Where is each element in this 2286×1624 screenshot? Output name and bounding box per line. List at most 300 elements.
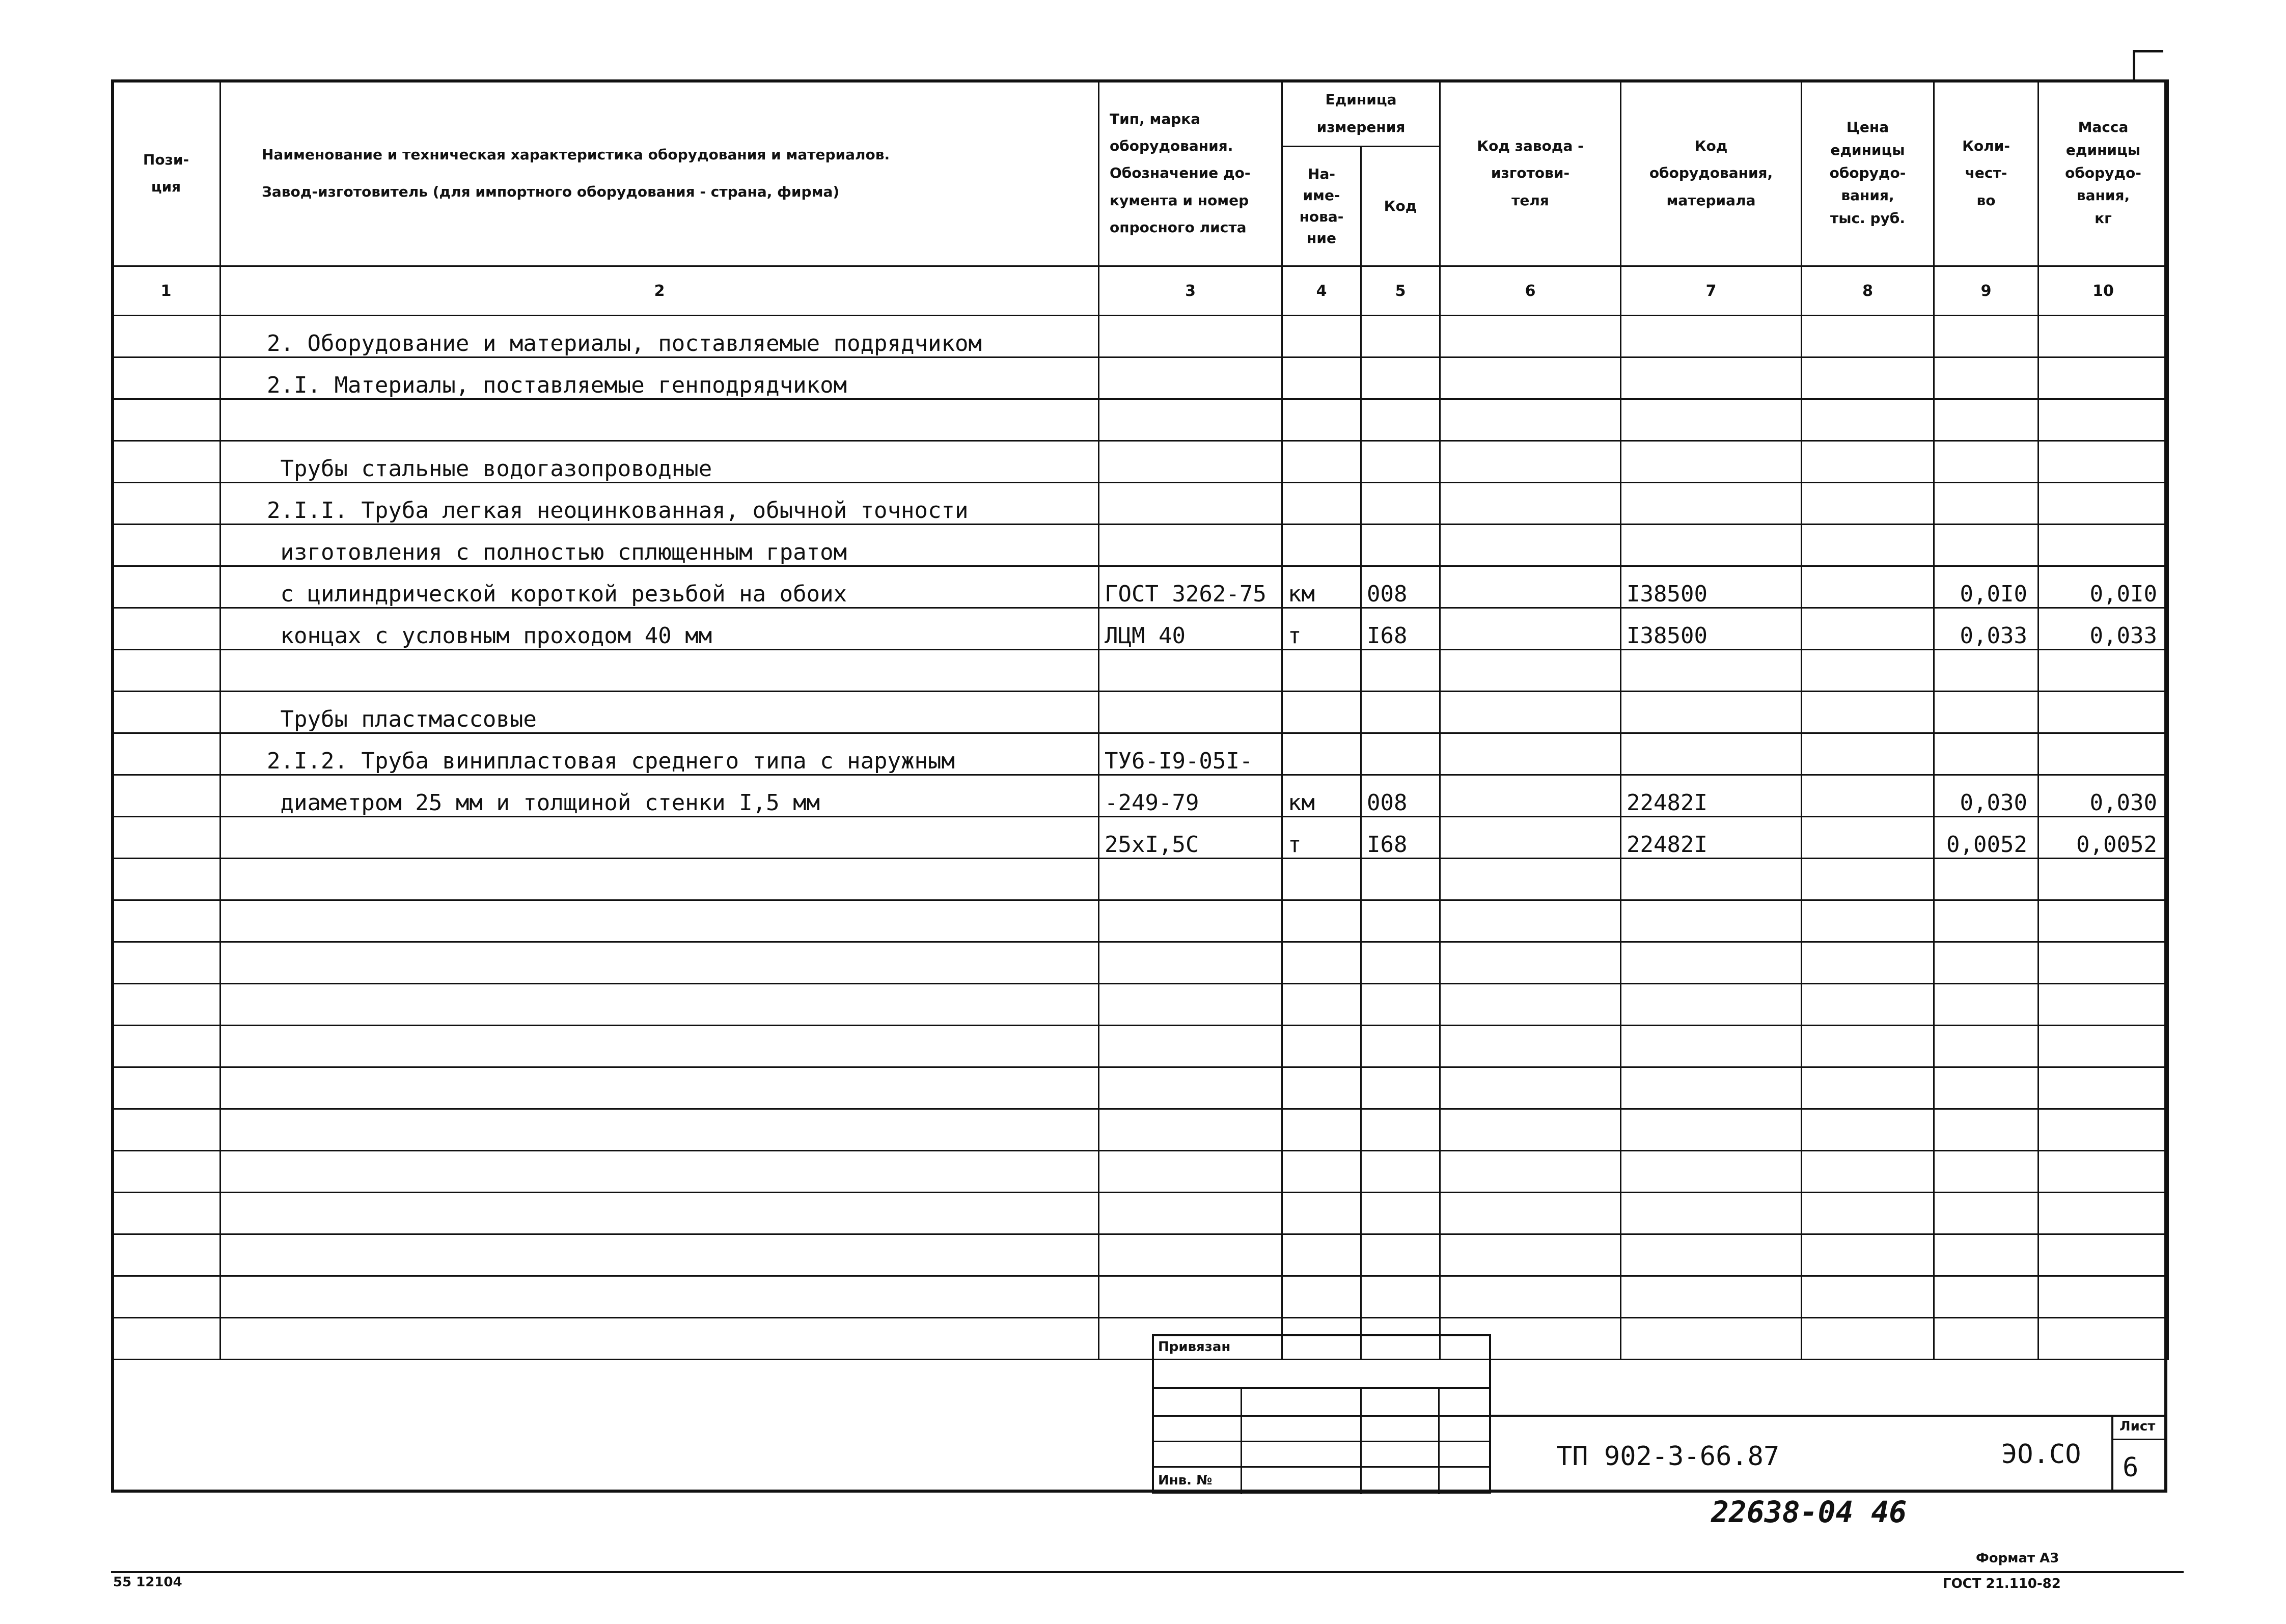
cell-position xyxy=(112,399,221,441)
cell-factory-code xyxy=(1440,942,1621,984)
cell-unit-name xyxy=(1282,859,1361,900)
cell-position xyxy=(112,1318,221,1360)
cell-unit-name xyxy=(1282,692,1361,733)
cell-quantity xyxy=(1934,1318,2039,1360)
sheet-number: 6 xyxy=(2123,1452,2139,1483)
cell-name xyxy=(221,1109,1099,1151)
cell-type xyxy=(1099,1026,1282,1067)
cell-mass xyxy=(2039,942,2168,984)
cell-type: ТУ6-I9-05I- xyxy=(1099,733,1282,775)
cell-quantity: 0,0I0 xyxy=(1934,566,2039,608)
cell-unit-code xyxy=(1361,1234,1440,1276)
cell-name xyxy=(221,650,1099,692)
cell-quantity xyxy=(1934,483,2039,525)
header-type: Тип, марка оборудования. Обозначение до- кумента и номер опросного листа xyxy=(1099,80,1282,266)
cell-unit-name xyxy=(1282,1151,1361,1193)
cell-type xyxy=(1099,1151,1282,1193)
cell-mass xyxy=(2039,984,2168,1026)
cell-mass: 0,0052 xyxy=(2039,817,2168,859)
cell-unit-name xyxy=(1282,1067,1361,1109)
cell-factory-code xyxy=(1440,984,1621,1026)
corner-mark-top xyxy=(2133,50,2163,52)
table-row xyxy=(112,733,2168,775)
cell-equipment-code xyxy=(1621,316,1802,357)
cell-unit-code xyxy=(1361,984,1440,1026)
table-row xyxy=(112,1026,2168,1067)
cell-equipment-code xyxy=(1621,1067,1802,1109)
footer-code: 55 12104 xyxy=(113,1575,182,1590)
cell-mass xyxy=(2039,1067,2168,1109)
cell-unit-name xyxy=(1282,733,1361,775)
cell-name xyxy=(221,1234,1099,1276)
handwritten-note: 22638-04 46 xyxy=(1711,1495,1907,1529)
cell-price xyxy=(1802,692,1934,733)
cell-equipment-code xyxy=(1621,357,1802,399)
cell-mass: 0,030 xyxy=(2039,775,2168,817)
cell-equipment-code xyxy=(1621,1234,1802,1276)
cell-position xyxy=(112,942,221,984)
table-row xyxy=(112,692,2168,733)
cell-equipment-code xyxy=(1621,859,1802,900)
cell-name: 2.I. Материалы, поставляемые генподрядчиком xyxy=(221,357,1099,399)
cell-equipment-code xyxy=(1621,1109,1802,1151)
cell-price xyxy=(1802,1193,1934,1234)
cell-type: -249-79 xyxy=(1099,775,1282,817)
cell-name: концах с условным проходом 40 мм xyxy=(221,608,1099,650)
cell-price xyxy=(1802,775,1934,817)
table-row xyxy=(112,900,2168,942)
cell-mass xyxy=(2039,1276,2168,1318)
cell-factory-code xyxy=(1440,1026,1621,1067)
cell-type xyxy=(1099,859,1282,900)
cell-factory-code xyxy=(1440,1234,1621,1276)
cell-position xyxy=(112,357,221,399)
cell-unit-code xyxy=(1361,1151,1440,1193)
cell-equipment-code xyxy=(1621,1276,1802,1318)
table-row xyxy=(112,608,2168,650)
cell-quantity xyxy=(1934,399,2039,441)
cell-unit-name xyxy=(1282,1109,1361,1151)
cell-name: 2.I.I. Труба легкая неоцинкованная, обычной точности xyxy=(221,483,1099,525)
cell-equipment-code xyxy=(1621,1151,1802,1193)
cell-price xyxy=(1802,1318,1934,1360)
cell-mass xyxy=(2039,399,2168,441)
cell-unit-code xyxy=(1361,692,1440,733)
cell-type xyxy=(1099,399,1282,441)
cell-type xyxy=(1099,942,1282,984)
cell-unit-code xyxy=(1361,1026,1440,1067)
cell-quantity xyxy=(1934,900,2039,942)
table-row xyxy=(112,483,2168,525)
cell-equipment-code xyxy=(1621,1026,1802,1067)
specification-table xyxy=(111,79,2169,1360)
cell-unit-name xyxy=(1282,483,1361,525)
cell-equipment-code xyxy=(1621,650,1802,692)
table-row xyxy=(112,316,2168,357)
table-row xyxy=(112,1109,2168,1151)
cell-price xyxy=(1802,357,1934,399)
cell-quantity xyxy=(1934,316,2039,357)
cell-factory-code xyxy=(1440,1193,1621,1234)
cell-position xyxy=(112,1193,221,1234)
cell-type: ЛЦМ 40 xyxy=(1099,608,1282,650)
table-row xyxy=(112,859,2168,900)
cell-name: диаметром 25 мм и толщиной стенки I,5 мм xyxy=(221,775,1099,817)
header-equipment-code: Код оборудования, материала xyxy=(1621,80,1802,266)
header-name xyxy=(221,80,1099,266)
cell-unit-name xyxy=(1282,1276,1361,1318)
cell-name xyxy=(221,1276,1099,1318)
column-number-1: 1 xyxy=(112,266,221,316)
cell-factory-code xyxy=(1440,900,1621,942)
cell-quantity xyxy=(1934,1026,2039,1067)
cell-factory-code xyxy=(1440,316,1621,357)
cell-unit-code xyxy=(1361,441,1440,483)
cell-mass xyxy=(2039,357,2168,399)
table-row xyxy=(112,1318,2168,1360)
cell-type xyxy=(1099,1193,1282,1234)
gost-label: ГОСТ 21.110-82 xyxy=(1943,1576,2061,1591)
cell-unit-code xyxy=(1361,316,1440,357)
cell-price xyxy=(1802,1276,1934,1318)
cell-factory-code xyxy=(1440,775,1621,817)
cell-quantity xyxy=(1934,650,2039,692)
cell-name xyxy=(221,900,1099,942)
header-unit-name: На- име- нова- ние xyxy=(1282,147,1361,266)
cell-factory-code xyxy=(1440,357,1621,399)
cell-mass xyxy=(2039,1193,2168,1234)
cell-position xyxy=(112,525,221,566)
column-number-8: 8 xyxy=(1802,266,1934,316)
cell-quantity xyxy=(1934,441,2039,483)
cell-name xyxy=(221,1151,1099,1193)
cell-quantity xyxy=(1934,357,2039,399)
cell-name xyxy=(221,984,1099,1026)
table-row xyxy=(112,441,2168,483)
cell-name xyxy=(221,1026,1099,1067)
cell-unit-code: I68 xyxy=(1361,817,1440,859)
cell-position xyxy=(112,1151,221,1193)
column-number-9: 9 xyxy=(1934,266,2039,316)
table-row xyxy=(112,984,2168,1026)
cell-position xyxy=(112,483,221,525)
cell-position xyxy=(112,650,221,692)
cell-unit-code xyxy=(1361,900,1440,942)
cell-type xyxy=(1099,483,1282,525)
column-number-2: 2 xyxy=(221,266,1099,316)
cell-unit-name: км xyxy=(1282,566,1361,608)
table-row xyxy=(112,399,2168,441)
cell-price xyxy=(1802,900,1934,942)
cell-unit-name xyxy=(1282,1234,1361,1276)
cell-name: Трубы стальные водогазопроводные xyxy=(221,441,1099,483)
cell-equipment-code xyxy=(1621,399,1802,441)
cell-price xyxy=(1802,859,1934,900)
cell-price xyxy=(1802,441,1934,483)
cell-type xyxy=(1099,525,1282,566)
sheet-label: Лист xyxy=(2119,1419,2156,1434)
cell-quantity: 0,033 xyxy=(1934,608,2039,650)
cell-name: с цилиндрической короткой резьбой на обоих xyxy=(221,566,1099,608)
stamp-inventory-label: Инв. № xyxy=(1158,1473,1213,1488)
table-row xyxy=(112,1067,2168,1109)
cell-factory-code xyxy=(1440,859,1621,900)
cell-equipment-code xyxy=(1621,900,1802,942)
cell-type xyxy=(1099,357,1282,399)
cell-type xyxy=(1099,650,1282,692)
cell-mass xyxy=(2039,733,2168,775)
header-position: Пози- ция xyxy=(112,80,221,266)
cell-equipment-code xyxy=(1621,525,1802,566)
cell-factory-code xyxy=(1440,525,1621,566)
header-factory-code: Код завода - изготови- теля xyxy=(1440,80,1621,266)
cell-position xyxy=(112,775,221,817)
cell-name xyxy=(221,1318,1099,1360)
column-number-10: 10 xyxy=(2039,266,2168,316)
column-number-7: 7 xyxy=(1621,266,1802,316)
corner-mark xyxy=(2133,50,2135,79)
cell-quantity: 0,0052 xyxy=(1934,817,2039,859)
cell-factory-code xyxy=(1440,483,1621,525)
table-row xyxy=(112,1151,2168,1193)
cell-unit-code: I68 xyxy=(1361,608,1440,650)
cell-equipment-code: I38500 xyxy=(1621,566,1802,608)
cell-position xyxy=(112,733,221,775)
cell-factory-code xyxy=(1440,1276,1621,1318)
table-row xyxy=(112,525,2168,566)
cell-position xyxy=(112,608,221,650)
cell-quantity: 0,030 xyxy=(1934,775,2039,817)
cell-type xyxy=(1099,984,1282,1026)
cell-type: 25xI,5C xyxy=(1099,817,1282,859)
cell-price xyxy=(1802,608,1934,650)
cell-unit-code xyxy=(1361,399,1440,441)
table-row xyxy=(112,1234,2168,1276)
column-number-6: 6 xyxy=(1440,266,1621,316)
cell-price xyxy=(1802,1067,1934,1109)
table-row xyxy=(112,566,2168,608)
cell-price xyxy=(1802,817,1934,859)
column-number-3: 3 xyxy=(1099,266,1282,316)
document-number: ТП 902-3-66.87 xyxy=(1556,1441,1780,1472)
cell-name xyxy=(221,1193,1099,1234)
cell-mass xyxy=(2039,1026,2168,1067)
cell-unit-name xyxy=(1282,1193,1361,1234)
cell-quantity xyxy=(1934,1067,2039,1109)
cell-position xyxy=(112,984,221,1026)
cell-unit-code xyxy=(1361,357,1440,399)
cell-position xyxy=(112,1067,221,1109)
cell-quantity xyxy=(1934,1109,2039,1151)
cell-unit-code xyxy=(1361,483,1440,525)
cell-mass xyxy=(2039,1109,2168,1151)
cell-quantity xyxy=(1934,859,2039,900)
cell-name xyxy=(221,817,1099,859)
table-row xyxy=(112,1193,2168,1234)
cell-name xyxy=(221,942,1099,984)
cell-unit-code xyxy=(1361,733,1440,775)
format-label: Формат А3 xyxy=(1976,1551,2059,1566)
table-row xyxy=(112,942,2168,984)
cell-unit-name xyxy=(1282,357,1361,399)
cell-price xyxy=(1802,483,1934,525)
cell-type xyxy=(1099,441,1282,483)
cell-position xyxy=(112,1234,221,1276)
cell-mass xyxy=(2039,316,2168,357)
cell-type xyxy=(1099,1234,1282,1276)
cell-position xyxy=(112,859,221,900)
cell-equipment-code xyxy=(1621,692,1802,733)
cell-name xyxy=(221,1067,1099,1109)
cell-mass xyxy=(2039,859,2168,900)
cell-position xyxy=(112,1109,221,1151)
cell-unit-code xyxy=(1361,1276,1440,1318)
header-unit-code: Код xyxy=(1361,147,1440,266)
cell-mass xyxy=(2039,483,2168,525)
column-number-5: 5 xyxy=(1361,266,1440,316)
cell-unit-code xyxy=(1361,650,1440,692)
cell-mass xyxy=(2039,1151,2168,1193)
cell-unit-name xyxy=(1282,984,1361,1026)
cell-factory-code xyxy=(1440,566,1621,608)
header-name-line2: Завод-изготовитель (для импортного оборудования - страна, фирма) xyxy=(262,183,840,200)
cell-price xyxy=(1802,525,1934,566)
table-row xyxy=(112,817,2168,859)
cell-equipment-code: 22482I xyxy=(1621,775,1802,817)
cell-equipment-code: I38500 xyxy=(1621,608,1802,650)
cell-unit-code xyxy=(1361,859,1440,900)
cell-price xyxy=(1802,733,1934,775)
cell-unit-name xyxy=(1282,1026,1361,1067)
cell-equipment-code xyxy=(1621,942,1802,984)
cell-mass xyxy=(2039,1318,2168,1360)
cell-unit-name xyxy=(1282,900,1361,942)
cell-quantity xyxy=(1934,984,2039,1026)
cell-mass xyxy=(2039,692,2168,733)
header-quantity: Коли- чест- во xyxy=(1934,80,2039,266)
cell-equipment-code xyxy=(1621,984,1802,1026)
cell-price xyxy=(1802,1151,1934,1193)
cell-type xyxy=(1099,1276,1282,1318)
cell-name: 2.I.2. Труба винипластовая среднего типа с наружным xyxy=(221,733,1099,775)
table-row xyxy=(112,775,2168,817)
cell-position xyxy=(112,566,221,608)
cell-quantity xyxy=(1934,1193,2039,1234)
cell-position xyxy=(112,1276,221,1318)
header-unit-group: Единица измерения xyxy=(1282,80,1440,147)
header-mass: Масса единицы оборудо- вания, кг xyxy=(2039,80,2168,266)
cell-equipment-code xyxy=(1621,733,1802,775)
stamp-privyazan-label: Привязан xyxy=(1158,1339,1231,1355)
cell-position xyxy=(112,316,221,357)
table-row xyxy=(112,357,2168,399)
cell-quantity xyxy=(1934,1276,2039,1318)
table-row xyxy=(112,650,2168,692)
cell-position xyxy=(112,900,221,942)
cell-type xyxy=(1099,1109,1282,1151)
stamp-block xyxy=(1152,1334,1491,1494)
cell-mass: 0,033 xyxy=(2039,608,2168,650)
cell-price xyxy=(1802,650,1934,692)
cell-equipment-code xyxy=(1621,1318,1802,1360)
cell-price xyxy=(1802,1234,1934,1276)
cell-quantity xyxy=(1934,942,2039,984)
cell-unit-name xyxy=(1282,942,1361,984)
cell-position xyxy=(112,441,221,483)
cell-quantity xyxy=(1934,1234,2039,1276)
cell-name xyxy=(221,399,1099,441)
cell-name: 2. Оборудование и материалы, поставляемые подрядчиком xyxy=(221,316,1099,357)
cell-unit-name: т xyxy=(1282,608,1361,650)
cell-unit-code xyxy=(1361,1193,1440,1234)
cell-equipment-code xyxy=(1621,483,1802,525)
cell-price xyxy=(1802,316,1934,357)
cell-unit-name: км xyxy=(1282,775,1361,817)
cell-price xyxy=(1802,1026,1934,1067)
cell-factory-code xyxy=(1440,817,1621,859)
cell-mass xyxy=(2039,1234,2168,1276)
cell-quantity xyxy=(1934,733,2039,775)
cell-unit-code xyxy=(1361,942,1440,984)
cell-type xyxy=(1099,900,1282,942)
cell-factory-code xyxy=(1440,1067,1621,1109)
cell-unit-name xyxy=(1282,525,1361,566)
cell-position xyxy=(112,692,221,733)
cell-unit-code: 008 xyxy=(1361,566,1440,608)
cell-type xyxy=(1099,1067,1282,1109)
cell-mass xyxy=(2039,650,2168,692)
cell-equipment-code xyxy=(1621,441,1802,483)
cell-mass xyxy=(2039,900,2168,942)
cell-factory-code xyxy=(1440,399,1621,441)
cell-unit-code xyxy=(1361,1067,1440,1109)
cell-price xyxy=(1802,566,1934,608)
cell-name xyxy=(221,859,1099,900)
cell-factory-code xyxy=(1440,1109,1621,1151)
cell-position xyxy=(112,817,221,859)
cell-equipment-code: 22482I xyxy=(1621,817,1802,859)
cell-type xyxy=(1099,316,1282,357)
cell-unit-name xyxy=(1282,441,1361,483)
cell-position xyxy=(112,1026,221,1067)
cell-price xyxy=(1802,984,1934,1026)
cell-type xyxy=(1099,692,1282,733)
cell-unit-name xyxy=(1282,399,1361,441)
cell-name: изготовления с полностью сплющенным гратом xyxy=(221,525,1099,566)
section-code: ЭО.СО xyxy=(2001,1439,2081,1470)
header-name-line1: Наименование и техническая характеристика оборудования и материалов. xyxy=(262,146,890,163)
cell-quantity xyxy=(1934,1151,2039,1193)
cell-unit-name xyxy=(1282,650,1361,692)
cell-factory-code xyxy=(1440,1151,1621,1193)
cell-unit-code xyxy=(1361,525,1440,566)
cell-price xyxy=(1802,1109,1934,1151)
table-row xyxy=(112,1276,2168,1318)
column-number-4: 4 xyxy=(1282,266,1361,316)
cell-name: Трубы пластмассовые xyxy=(221,692,1099,733)
cell-type: ГОСТ 3262-75 xyxy=(1099,566,1282,608)
cell-price xyxy=(1802,399,1934,441)
cell-factory-code xyxy=(1440,692,1621,733)
cell-equipment-code xyxy=(1621,1193,1802,1234)
cell-factory-code xyxy=(1440,441,1621,483)
cell-mass xyxy=(2039,525,2168,566)
cell-factory-code xyxy=(1440,608,1621,650)
header-price: Цена единицы оборудо- вания, тыс. руб. xyxy=(1802,80,1934,266)
cell-unit-code: 008 xyxy=(1361,775,1440,817)
cell-factory-code xyxy=(1440,733,1621,775)
cell-mass xyxy=(2039,441,2168,483)
